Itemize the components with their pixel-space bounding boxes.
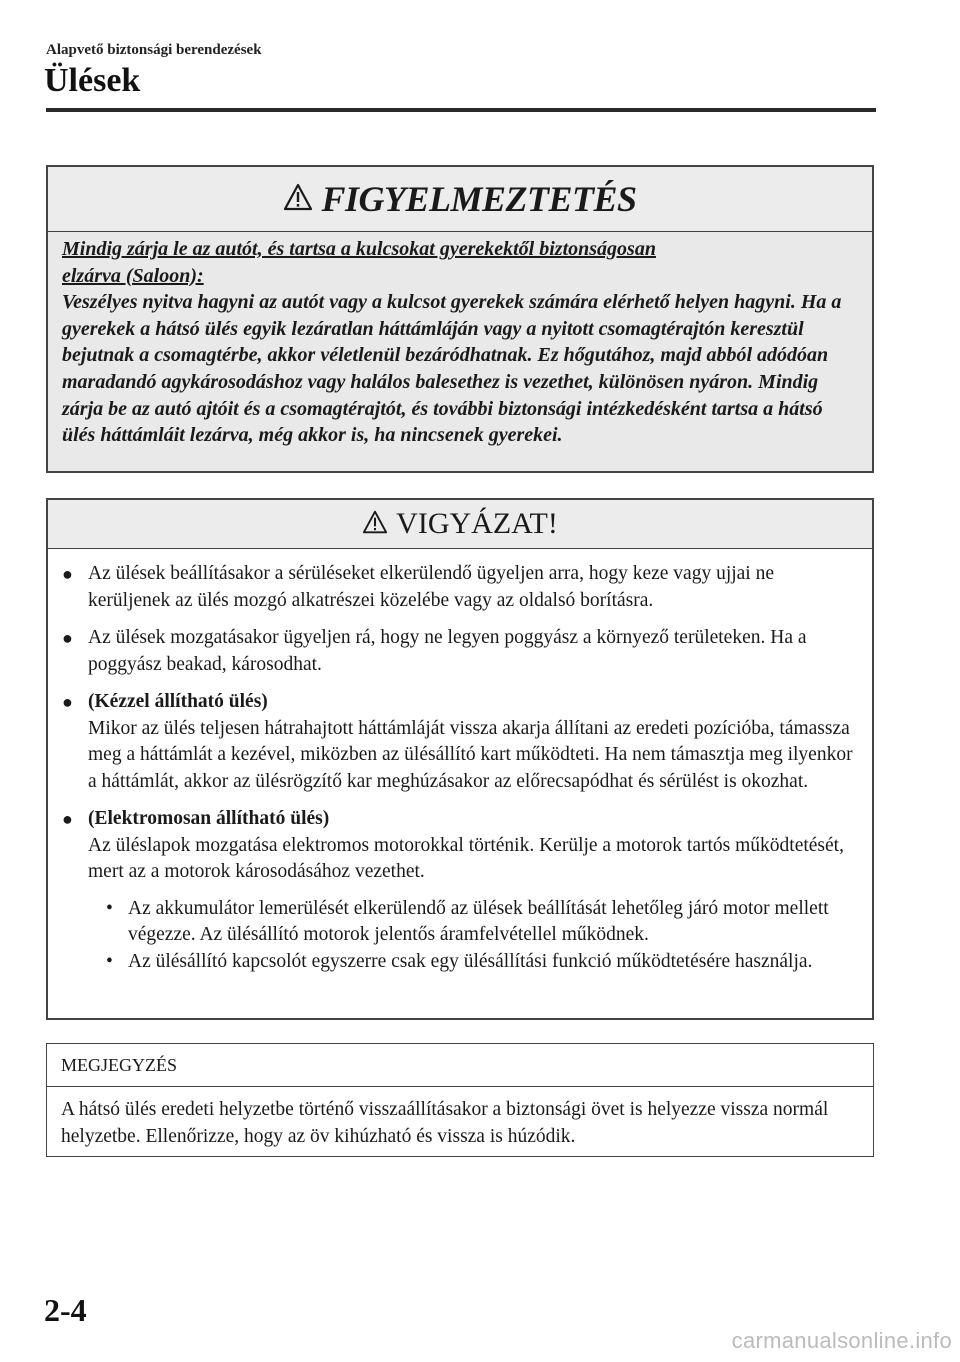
warning-subhead-line1: Mindig zárja le az autót, és tartsa a kulcsokat gyerekektől biztonságosan: [62, 238, 656, 260]
bullet-icon: ●: [62, 692, 73, 712]
caution-header: [48, 500, 872, 549]
warning-body: [48, 232, 872, 449]
caution-box: [46, 498, 874, 1020]
breadcrumb: Alapvető biztonsági berendezések: [46, 42, 262, 58]
caution-sub-item-text: Az akkumulátor lemerülését elkerülendő az ülések beállítását lehetőleg járó motor mellett végezze. Az ülésállító motorok jelentős áramfelvétellel működnek.: [128, 897, 829, 945]
sub-bullet-icon: •: [106, 950, 113, 972]
caution-item: [62, 625, 858, 678]
bullet-icon: ●: [62, 564, 73, 584]
bullet-icon: ●: [62, 628, 73, 648]
caution-item-text: Az üléslapok mozgatása elektromos motorokkal történik. Kerülje a motorok tartós működtetését, mert az a motorok károsodásához vezethet.: [88, 834, 844, 882]
caution-item-text: Az ülések mozgatásakor ügyeljen rá, hogy ne legyen poggyász a környező területeken. Ha a poggyász beakad, károsodhat.: [88, 627, 807, 675]
watermark: carmanualsonline.info: [731, 1328, 952, 1353]
caution-item-text: Az ülések beállításakor a sérüléseket elkerülendő ügyeljen arra, hogy keze vagy ujjai ne kerüljenek az ülés mozgó alkatrészei közelébe vagy az oldalsó borításra.: [88, 563, 775, 611]
caution-sub-item: [88, 949, 858, 976]
warning-triangle-icon: [362, 510, 388, 539]
caution-item: [62, 561, 858, 614]
caution-item: [62, 689, 858, 795]
warning-triangle-icon: [283, 183, 313, 216]
caution-sub-item-text: Az ülésállító kapcsolót egyszerre csak egy ülésállítási funkció működtetésére használja.: [128, 950, 813, 972]
caution-item-heading: (Elektromosan állítható ülés): [88, 808, 330, 829]
title-divider: [46, 108, 876, 112]
page-title: Ülések: [44, 62, 141, 99]
warning-subhead-line2: elzárva (Saloon):: [62, 264, 204, 287]
caution-item-heading: (Kézzel állítható ülés): [88, 691, 268, 712]
caution-sub-list: [88, 896, 858, 976]
warning-title: FIGYELMEZTETÉS: [321, 179, 637, 219]
warning-header: [48, 167, 872, 232]
warning-text: Veszélyes nyitva hagyni az autót vagy a kulcsot gyerekek számára elérhető helyen hagyni. Ha a gyerekek a hátsó ülés egyik lezáratlan háttámláján vagy a nyitott csomagtérajtón keresztül bejutnak a csomagtérbe, akkor véletlenül bezáródhatnak. Ez hőgutához, majd abból adódóan maradandó agykárosodáshoz vagy halálos balesethez is vezethet, különösen nyáron. Mindig zárja be az autó ajtóit és a csomagtérajtót, és további biztonsági intézkedésként tartsa a hátsó ülés háttámláit lezárva, még akkor is, ha nincsenek gyerekei.: [62, 291, 842, 447]
caution-item-text: Mikor az ülés teljesen hátrahajtott háttámláját vissza akarja állítani az eredeti pozícióba, támassza meg a háttámlát a kezével, miközben az ülésállító kart működteti. Ha nem támasztja meg ilyenkor a háttámlát, akkor az ülésrögzítő kar meghúzásakor az előrecsapódhat és sérülést is okozhat.: [88, 717, 853, 792]
caution-title: VIGYÁZAT!: [396, 507, 558, 540]
note-box: [46, 1043, 874, 1157]
warning-box: [46, 165, 874, 473]
note-body: A hátsó ülés eredeti helyzetbe történő visszaállításakor a biztonsági övet is helyezze vissza normál helyzetbe. Ellenőrizze, hogy az öv kihúzható és vissza is húzódik.: [61, 1099, 829, 1147]
bullet-icon: ●: [62, 809, 73, 829]
note-header: [47, 1044, 873, 1087]
caution-body: [48, 549, 872, 975]
page-number: 2-4: [44, 1292, 87, 1328]
caution-item: [62, 806, 858, 975]
sub-bullet-icon: •: [106, 897, 113, 919]
caution-sub-item: [88, 896, 858, 949]
warning-subhead: [62, 236, 858, 289]
note-title: MEGJEGYZÉS: [61, 1054, 177, 1075]
